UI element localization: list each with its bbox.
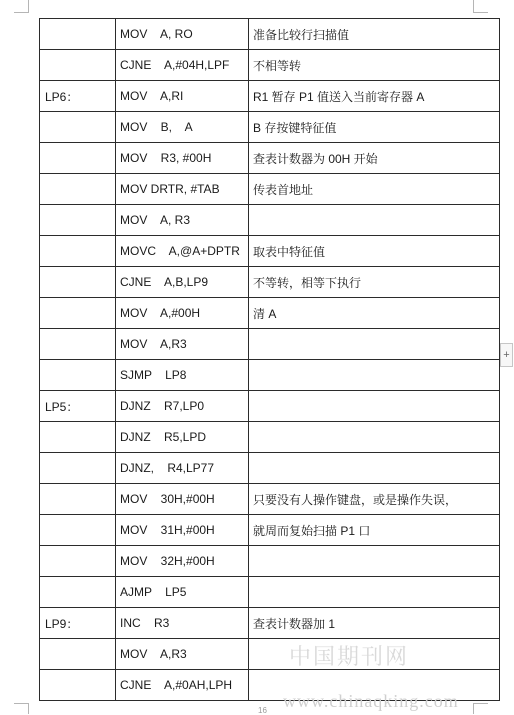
comment-cell: 取表中特征值	[249, 236, 500, 267]
code-cell: DJNZ, R4,LP77	[116, 453, 249, 484]
code-cell: MOV A,#00H	[116, 298, 249, 329]
comment-cell: 不等转，相等下执行	[249, 267, 500, 298]
expand-table-button[interactable]: +	[500, 343, 513, 367]
table-row	[40, 360, 500, 391]
comment-cell: 只要没有人操作键盘，或是操作失误，	[249, 484, 500, 515]
code-cell: MOV B, A	[116, 112, 249, 143]
comment-cell: 查表计数器加 1	[249, 608, 500, 639]
page-corner-mark	[473, 703, 488, 714]
comment-cell	[249, 205, 500, 236]
comment-cell: 准备比较行扫描值	[249, 19, 500, 50]
table-row	[40, 236, 500, 267]
label-cell	[40, 205, 116, 236]
comment-cell	[249, 360, 500, 391]
code-cell: MOV 30H,#00H	[116, 484, 249, 515]
comment-cell	[249, 577, 500, 608]
table-row	[40, 546, 500, 577]
page-number: 16	[258, 706, 267, 715]
table-row	[40, 205, 500, 236]
code-cell: MOV DRTR, #TAB	[116, 174, 249, 205]
label-cell	[40, 453, 116, 484]
label-cell: LP5：	[40, 391, 116, 422]
page-corner-mark	[14, 703, 29, 714]
comment-cell	[249, 422, 500, 453]
code-cell: MOV 32H,#00H	[116, 546, 249, 577]
code-cell: MOV A,R3	[116, 639, 249, 670]
label-cell	[40, 112, 116, 143]
table-row	[40, 19, 500, 50]
code-cell: MOV A, R3	[116, 205, 249, 236]
table-row	[40, 81, 500, 112]
code-cell: CJNE A,#0AH,LPH	[116, 670, 249, 701]
page-corner-mark	[473, 0, 488, 13]
comment-cell: B 存按键特征值	[249, 112, 500, 143]
comment-cell: 不相等转	[249, 50, 500, 81]
code-cell: MOV A, RO	[116, 19, 249, 50]
table-row	[40, 453, 500, 484]
code-cell: INC R3	[116, 608, 249, 639]
label-cell	[40, 515, 116, 546]
code-cell: SJMP LP8	[116, 360, 249, 391]
comment-cell: 就周而复始扫描 P1 口	[249, 515, 500, 546]
comment-cell	[249, 546, 500, 577]
watermark-url: www.chinaqking.com	[283, 691, 459, 711]
label-cell	[40, 360, 116, 391]
table-row	[40, 267, 500, 298]
table-row	[40, 329, 500, 360]
comment-cell: 清 A	[249, 298, 500, 329]
label-cell	[40, 546, 116, 577]
table-row	[40, 639, 500, 670]
code-cell: DJNZ R5,LPD	[116, 422, 249, 453]
label-cell	[40, 484, 116, 515]
code-cell: AJMP LP5	[116, 577, 249, 608]
code-cell: CJNE A,B,LP9	[116, 267, 249, 298]
table-row	[40, 391, 500, 422]
table-row	[40, 174, 500, 205]
code-cell: MOV 31H,#00H	[116, 515, 249, 546]
label-cell	[40, 670, 116, 701]
code-cell: MOV R3, #00H	[116, 143, 249, 174]
comment-cell: 查表计数器为 00H 开始	[249, 143, 500, 174]
code-cell: MOV A,RI	[116, 81, 249, 112]
label-cell	[40, 174, 116, 205]
label-cell	[40, 298, 116, 329]
table-row	[40, 608, 500, 639]
table-row	[40, 515, 500, 546]
table-row	[40, 422, 500, 453]
code-cell: MOV A,R3	[116, 329, 249, 360]
label-cell	[40, 422, 116, 453]
watermark-chinese: 中国期刊网	[289, 645, 410, 670]
label-cell	[40, 577, 116, 608]
label-cell	[40, 639, 116, 670]
code-cell: CJNE A,#04H,LPF	[116, 50, 249, 81]
table-row	[40, 484, 500, 515]
label-cell	[40, 329, 116, 360]
comment-cell	[249, 391, 500, 422]
label-cell	[40, 267, 116, 298]
table-row	[40, 50, 500, 81]
table-row	[40, 143, 500, 174]
page-corner-mark	[14, 0, 29, 13]
label-cell	[40, 143, 116, 174]
assembly-code-table	[39, 18, 500, 701]
comment-cell	[249, 453, 500, 484]
code-cell: DJNZ R7,LP0	[116, 391, 249, 422]
label-cell	[40, 236, 116, 267]
table-row	[40, 112, 500, 143]
code-cell: MOVC A,@A+DPTR	[116, 236, 249, 267]
label-cell	[40, 50, 116, 81]
table-row	[40, 577, 500, 608]
comment-cell: 传表首地址	[249, 174, 500, 205]
label-cell: LP9：	[40, 608, 116, 639]
comment-cell: R1 暂存 P1 值送入当前寄存器 A	[249, 81, 500, 112]
label-cell	[40, 19, 116, 50]
comment-cell	[249, 329, 500, 360]
label-cell: LP6：	[40, 81, 116, 112]
table-row	[40, 298, 500, 329]
